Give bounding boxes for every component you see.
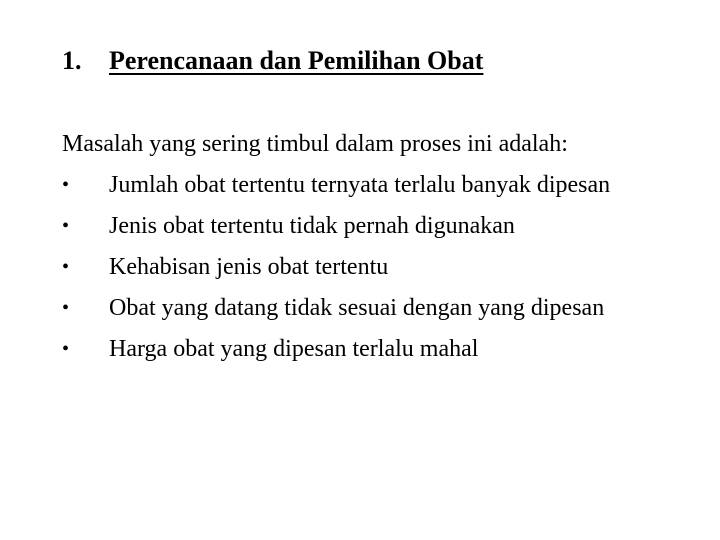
bullet-icon: • (62, 338, 70, 360)
list-item-text: Kehabisan jenis obat tertentu (109, 254, 389, 280)
section-number: 1. (62, 46, 82, 75)
section-heading (62, 44, 483, 78)
section-title: Perencanaan dan Pemilihan Obat (109, 46, 484, 75)
list-item (62, 335, 652, 364)
list-item-text: Jumlah obat tertentu ternyata terlalu banyak dipesan (109, 172, 611, 198)
list-item (62, 212, 652, 241)
bullet-icon: • (62, 174, 70, 196)
intro-text: Masalah yang sering timbul dalam proses ini adalah: (62, 131, 568, 157)
list-item (62, 171, 652, 200)
bullet-icon: • (62, 256, 70, 278)
bullet-icon: • (62, 297, 70, 319)
list-item-text: Harga obat yang dipesan terlalu mahal (109, 336, 479, 362)
problem-list (62, 171, 652, 376)
list-item-text: Obat yang datang tidak sesuai dengan yang dipesan (109, 295, 605, 321)
list-item-text: Jenis obat tertentu tidak pernah digunakan (109, 213, 515, 239)
list-item (62, 253, 652, 282)
bullet-icon: • (62, 215, 70, 237)
list-item (62, 294, 652, 323)
